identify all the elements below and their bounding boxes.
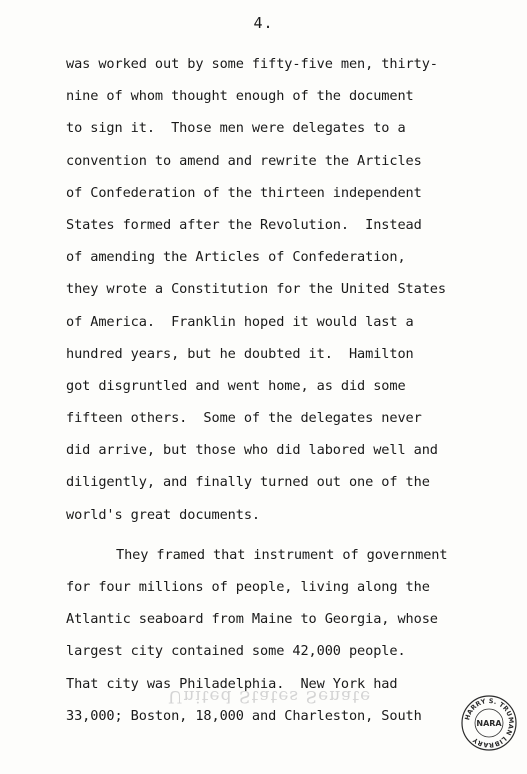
bleed-through-text: United States Senate	[168, 686, 372, 706]
text-line: hundred years, but he doubted it. Hamilton	[66, 345, 414, 362]
text-line: did arrive, but those who did labored well and	[66, 442, 438, 459]
text-line: world's great documents.	[66, 506, 261, 523]
page-number: 4.	[253, 14, 274, 32]
text-line: of amending the Articles of Confederation,	[66, 249, 406, 266]
text-line: they wrote a Constitution for the United States	[66, 281, 446, 298]
text-line: to sign it. Those men were delegates to a	[66, 120, 406, 137]
text-line: They framed that instrument of government	[116, 546, 448, 563]
text-line: fifteen others. Some of the delegates never	[66, 410, 422, 427]
paragraph-gap	[66, 531, 524, 539]
document-body	[66, 48, 524, 732]
stamp-ring-text: HARRY S. TRUMAN LIBRARY	[463, 696, 516, 750]
text-line: That city was Philadelphia. New York had	[66, 675, 398, 692]
text-line: Atlantic seaboard from Maine to Georgia, whose	[66, 611, 438, 628]
text-line: States formed after the Revolution. Instead	[66, 216, 422, 233]
text-line: of Confederation of the thirteen independent	[66, 184, 422, 201]
stamp-center-text: NARA	[476, 719, 502, 728]
text-line: was worked out by some fifty-five men, thirty-	[66, 56, 438, 72]
text-line: diligently, and finally turned out one of the	[66, 474, 430, 491]
library-stamp	[460, 694, 518, 752]
text-line: largest city contained some 42,000 people.	[66, 643, 406, 660]
text-line: 33,000; Boston, 18,000 and Charleston, South	[66, 707, 422, 724]
text-line: got disgruntled and went home, as did some	[66, 377, 406, 394]
text-line: for four millions of people, living along the	[66, 579, 430, 595]
text-line: of America. Franklin hoped it would last a	[66, 313, 414, 330]
text-line: nine of whom thought enough of the document	[66, 88, 414, 105]
text-line: convention to amend and rewrite the Articles	[66, 152, 422, 169]
